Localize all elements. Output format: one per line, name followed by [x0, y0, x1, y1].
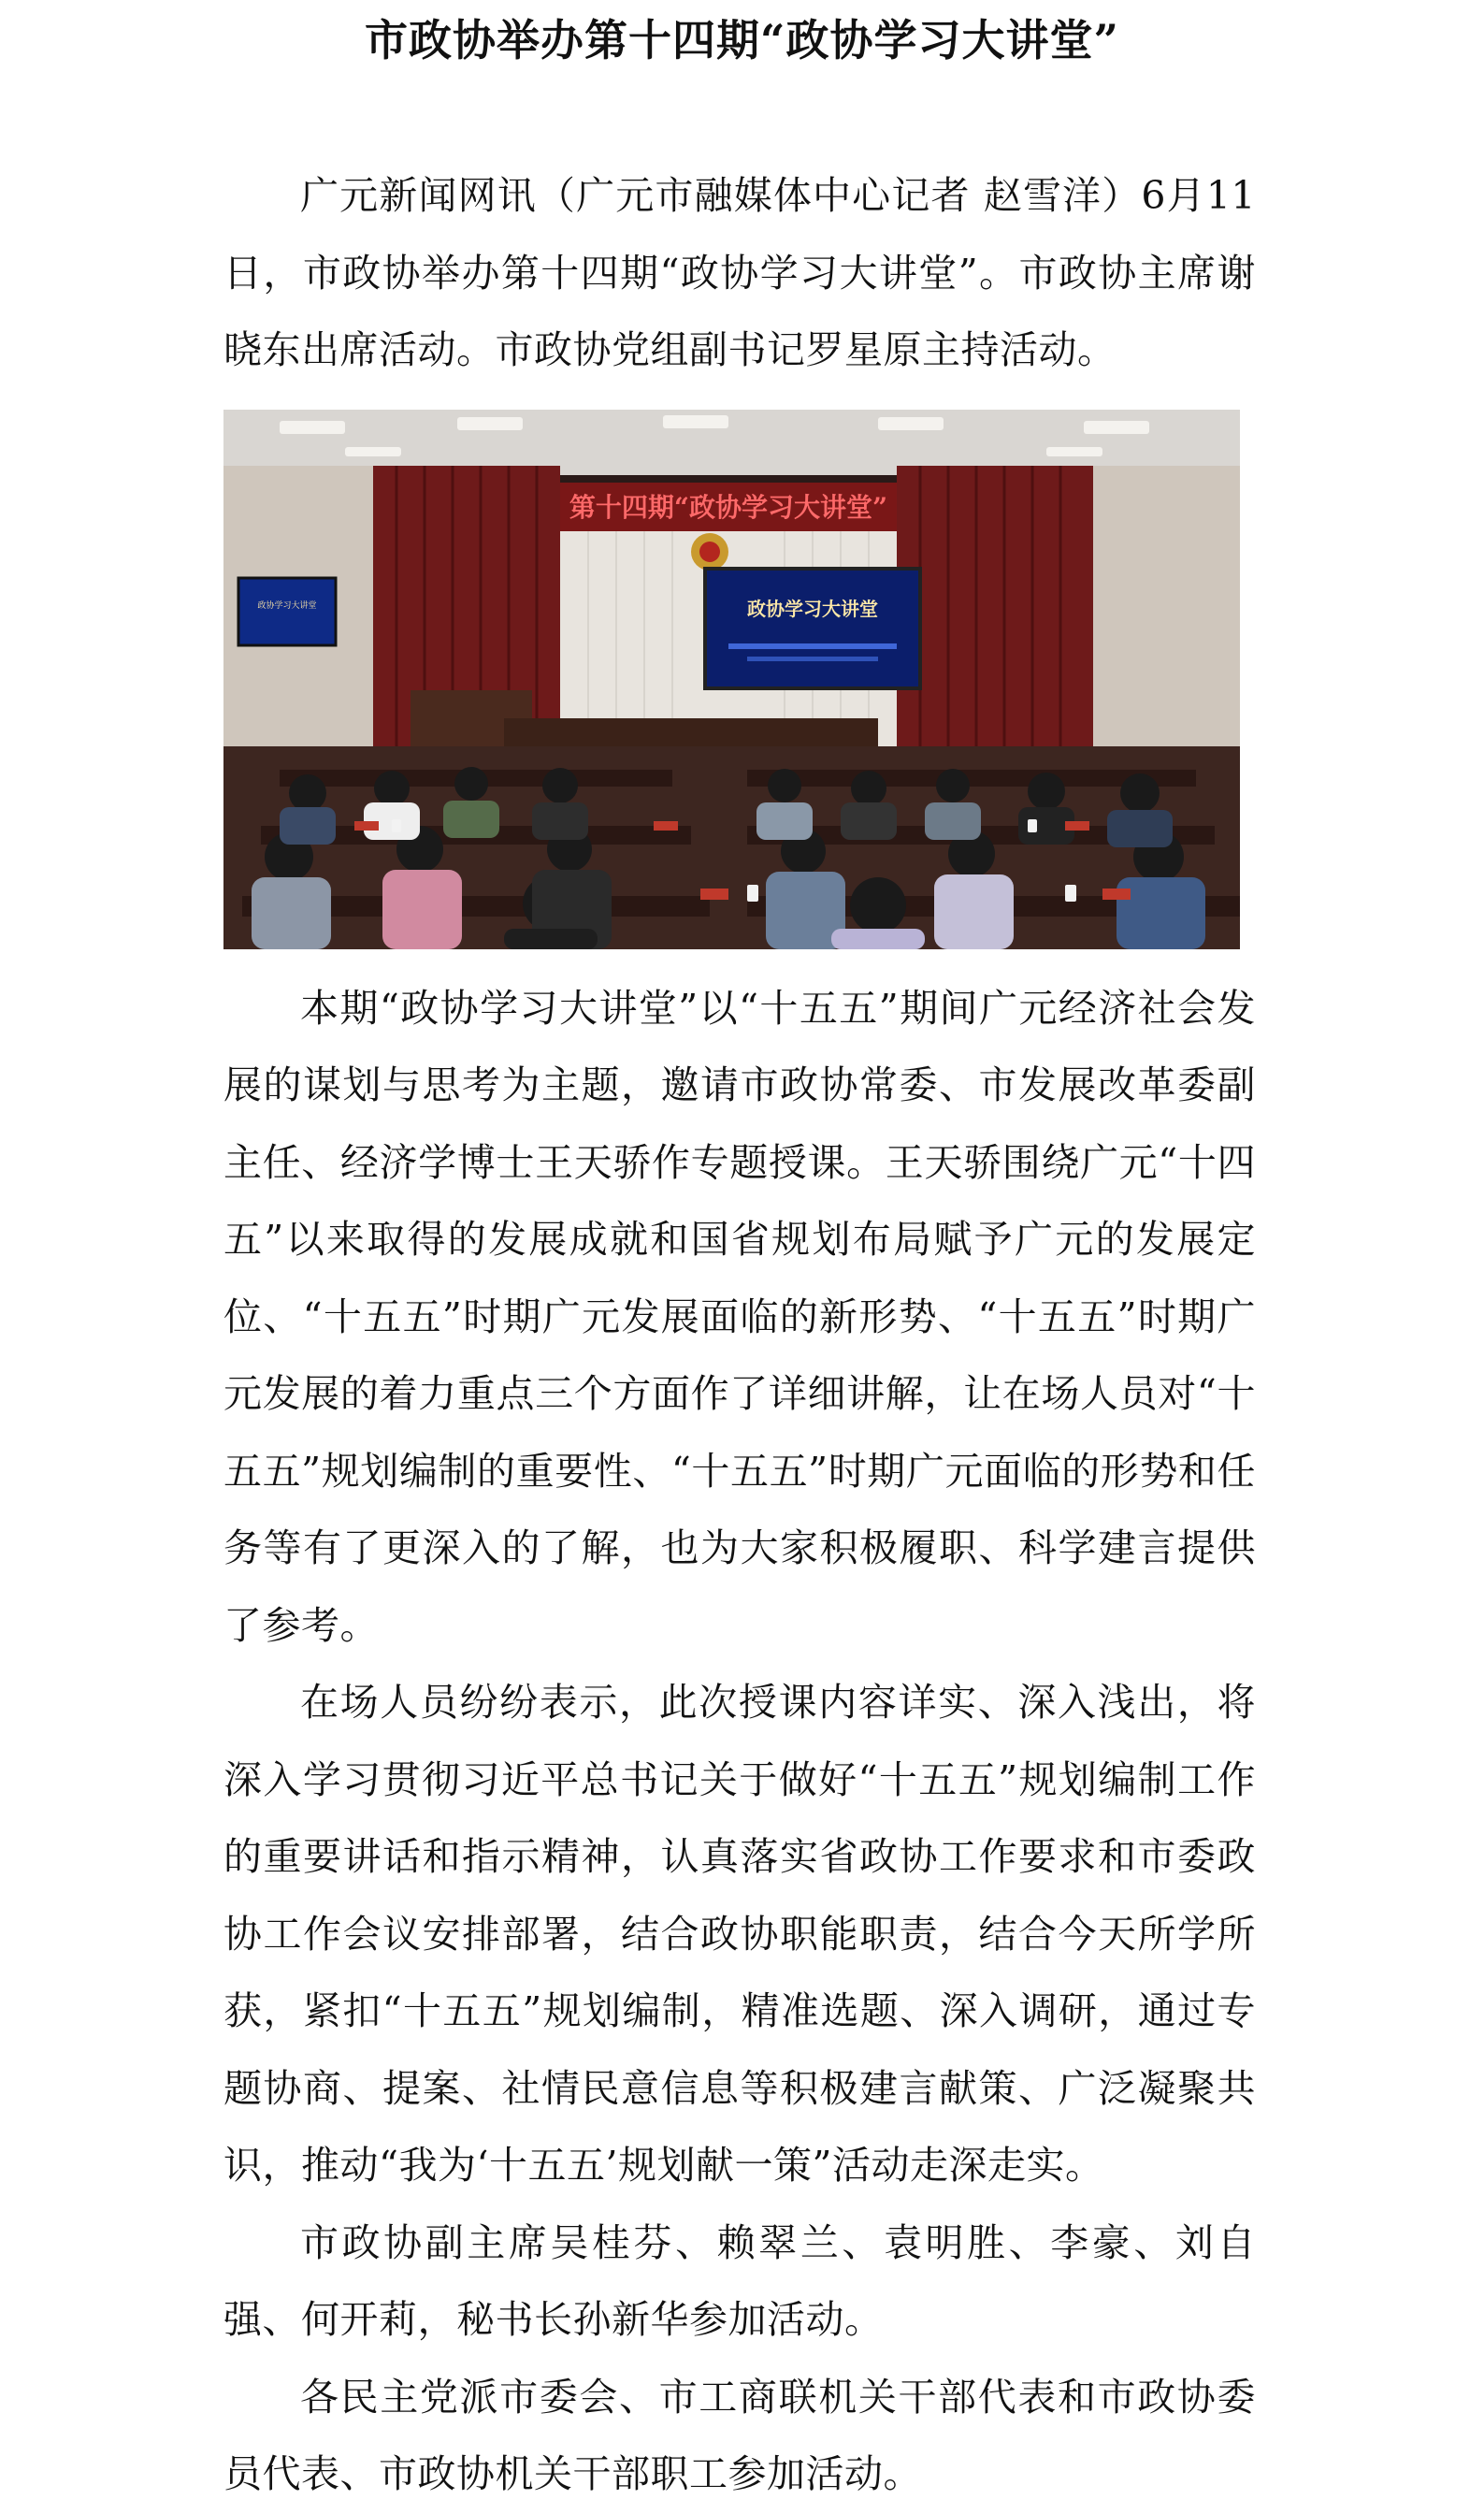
- page-title: 市政协举办第十四期“政协学习大讲堂”: [365, 15, 1119, 65]
- banner-text: 第十四期“政协学习大讲堂”: [569, 491, 888, 523]
- paragraph-1: 广元新闻网讯（广元市融媒体中心记者 赵雪洋）6月11日，市政协举办第十四期“政协学习大讲堂”。市政协主席谢晓东出席活动。市政协党组副书记罗星原主持活动。: [223, 173, 1256, 372]
- article-body: [223, 157, 1256, 2513]
- paragraph-2: 本期“政协学习大讲堂”以“十五五”期间广元经济社会发展的谋划与思考为主题，邀请市政协常委、市发展改革委副主任、经济学博士王天骄作专题授课。王天骄围绕广元“十四五”以来取得的发展成就和国省规划布局赋予广元的发展定位、“十五五”时期广元发展面临的新形势、“十五五”时期广元发展的着力重点三个方面作了详细讲解，让在场人员对“十五五”规划编制的重要性、“十五五”时期广元面临的形势和任务等有了更深入的了解，也为大家积极履职、科学建言提供了参考。: [223, 985, 1256, 1648]
- event-photo: [223, 410, 1240, 949]
- screen-title: 政协学习大讲堂: [747, 597, 878, 620]
- side-screen-text: 政协学习大讲堂: [257, 600, 317, 611]
- paragraph-4: 市政协副主席吴桂芬、赖翠兰、袁明胜、李豪、刘自强、何开莉，秘书长孙新华参加活动。: [223, 2219, 1256, 2342]
- paragraph-5: 各民主党派市委会、市工商联机关干部代表和市政协委员代表、市政协机关干部职工参加活动。: [223, 2374, 1256, 2496]
- paragraph-3: 在场人员纷纷表示，此次授课内容详实、深入浅出，将深入学习贯彻习近平总书记关于做好“十五五”规划编制工作的重要讲话和指示精神，认真落实省政协工作要求和市委政协工作会议安排部署，结合政协职能职责，结合今天所学所获，紧扣“十五五”规划编制，精准选题、深入调研，通过专题协商、提案、社情民意信息等积极建言献策、广泛凝聚共识，推动“我为‘十五五’规划献一策”活动走深走实。: [223, 1680, 1256, 2188]
